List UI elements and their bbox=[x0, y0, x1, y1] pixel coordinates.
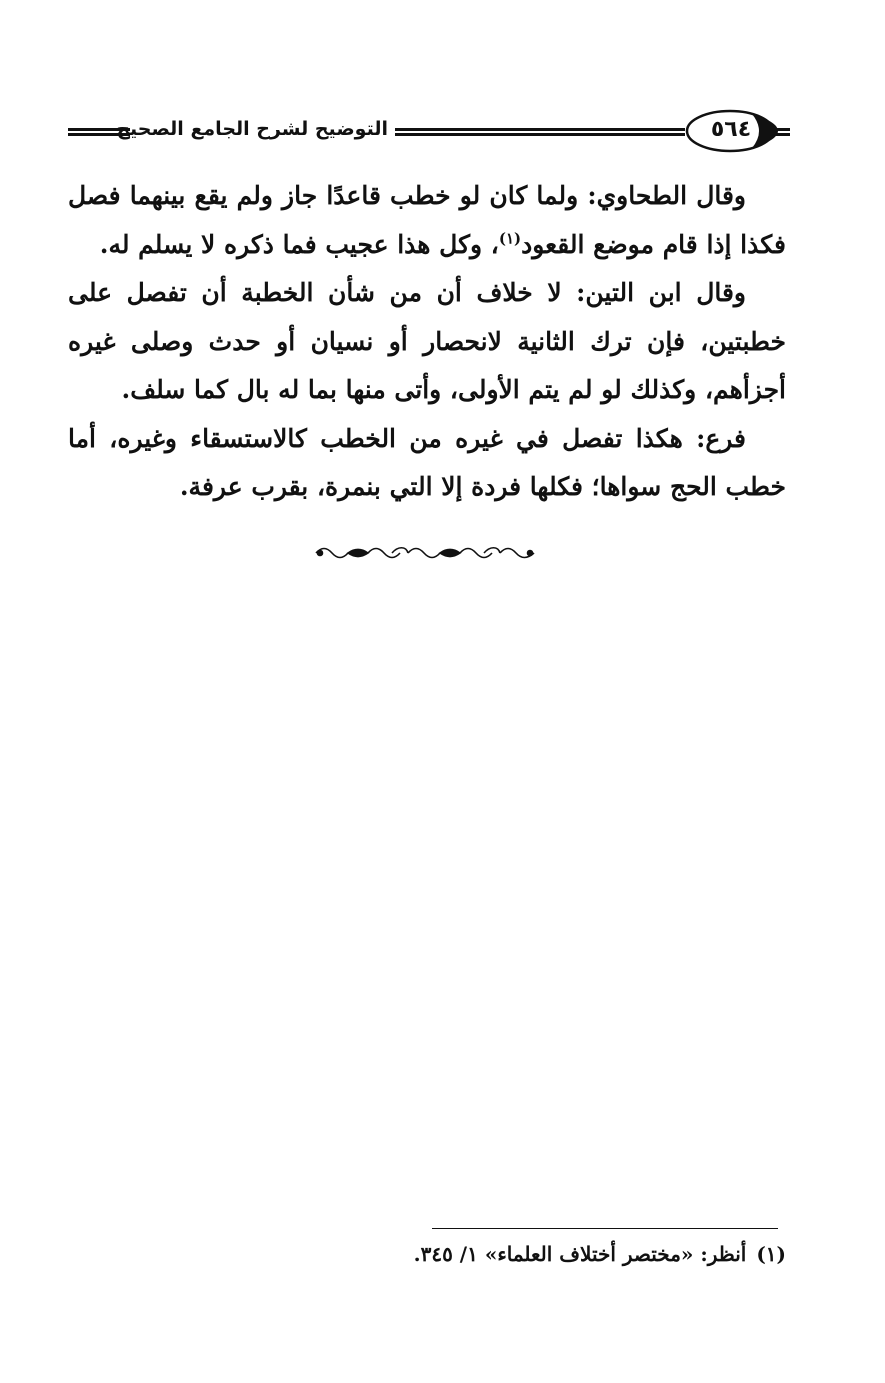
decorative-flourish-icon bbox=[312, 540, 538, 566]
footnote-reference: (١) bbox=[498, 229, 522, 248]
paragraph-text: وقال الطحاوي: ولما كان لو خطب قاعدًا جاز ولم يقع بينهما فصل فكذا إذا قام موضع القعود bbox=[68, 181, 786, 259]
footnote bbox=[300, 1236, 786, 1272]
main-text bbox=[68, 172, 786, 512]
paragraph: فرع: هكذا تفصل في غيره من الخطب كالاستسقاء وغيره، أما خطب الحج سواها؛ فكلها فردة إلا التي بنمرة، بقرب عرفة. bbox=[68, 423, 786, 501]
page-header bbox=[60, 108, 790, 156]
paragraph-text: ، وكل هذا عجيب فما ذكره لا يسلم له. bbox=[99, 229, 499, 259]
running-title: التوضيح لشرح الجامع الصحيح bbox=[116, 118, 388, 140]
page-number: ٥٦٤ bbox=[710, 117, 752, 142]
header-double-rule-right bbox=[772, 128, 790, 136]
header-double-rule-middle bbox=[395, 128, 685, 136]
footnote-number: (١) bbox=[756, 1242, 786, 1266]
page-number-ornament bbox=[682, 108, 778, 154]
ornament-divider bbox=[312, 540, 538, 566]
paragraph: وقال ابن التين: لا خلاف أن من شأن الخطبة أن تفصل على خطبتين، فإن ترك الثانية لانحصار أو نسيان أو حدث وصلى غيره أجزأهم، وكذلك لو لم يتم الأولى، وأتى منها بما له بال كما سلف. bbox=[68, 278, 786, 404]
footnote-text: أنظر: «مختصر أختلاف العلماء» ١/ ٣٤٥. bbox=[413, 1242, 747, 1266]
paragraph bbox=[68, 172, 786, 269]
footnote-separator bbox=[432, 1228, 778, 1229]
